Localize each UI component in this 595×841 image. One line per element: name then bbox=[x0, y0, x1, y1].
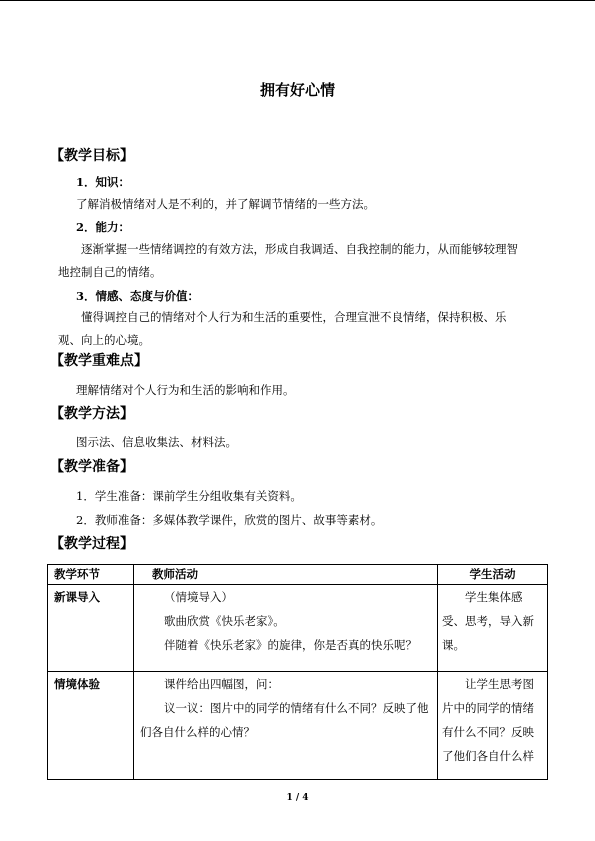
teacher-activity-line: 歌曲欣赏《快乐老家》。 bbox=[164, 614, 285, 628]
table-row bbox=[48, 585, 548, 672]
heading-teaching-methods: 【教学方法】 bbox=[50, 406, 134, 422]
header-stage: 教学环节 bbox=[48, 565, 134, 585]
teacher-activity-cell bbox=[134, 672, 438, 780]
stage-cell: 新课导入 bbox=[48, 585, 134, 672]
teacher-activity-line: 课件给出四幅图，问： bbox=[164, 677, 279, 691]
teacher-activity-line: 议一议：图片中的同学的情绪有什么不同？反映了他们各自什么样的心情？ bbox=[140, 701, 429, 739]
key-points-text: 理解情绪对个人行为和生活的影响和作用。 bbox=[76, 383, 295, 397]
prep-item-students: 1．学生准备：课前学生分组收集有关资料。 bbox=[76, 489, 302, 503]
heading-teaching-process: 【教学过程】 bbox=[50, 536, 134, 552]
student-activity-text: 让学生思考图片中的同学的情绪有什么不同？反映了他们各自什么样 bbox=[442, 677, 534, 763]
heading-teaching-goals: 【教学目标】 bbox=[50, 148, 134, 164]
page-top-rule bbox=[0, 0, 595, 1]
teaching-process-table bbox=[47, 564, 548, 780]
header-teacher-activity: 教师活动 bbox=[134, 565, 438, 585]
goal-ability-text: 逐渐掌握一些情绪调控的有效方法，形成自我调适、自我控制的能力，从而能够较理智地控制自己的情绪。 bbox=[58, 242, 518, 279]
goal-values-text: 懂得调控自己的情绪对个人行为和生活的重要性，合理宣泄不良情绪，保持积极、乐观、向上的心境。 bbox=[58, 310, 507, 347]
methods-text: 图示法、信息收集法、材料法。 bbox=[76, 435, 237, 449]
stage-cell: 情境体验 bbox=[48, 672, 134, 780]
student-activity-text: 学生集体感受、思考，导入新课。 bbox=[442, 590, 534, 652]
page-title: 拥有好心情 bbox=[259, 81, 335, 99]
teacher-activity-cell bbox=[134, 585, 438, 672]
student-activity-cell bbox=[438, 585, 548, 672]
page-number: 1 / 4 bbox=[286, 793, 309, 803]
heading-teaching-prep: 【教学准备】 bbox=[50, 459, 134, 475]
goal-knowledge-label: 1．知识： bbox=[76, 175, 131, 189]
table-header-row bbox=[48, 565, 548, 585]
goal-ability-label: 2．能力： bbox=[76, 220, 131, 234]
heading-key-difficult-points: 【教学重难点】 bbox=[50, 353, 148, 369]
table-row bbox=[48, 672, 548, 780]
student-activity-cell bbox=[438, 672, 548, 780]
goal-knowledge-text: 了解消极情绪对人是不利的，并了解调节情绪的一些方法。 bbox=[76, 197, 375, 211]
teacher-activity-line: （情境导入） bbox=[164, 590, 233, 604]
teacher-activity-line: 伴随着《快乐老家》的旋律，你是否真的快乐呢？ bbox=[164, 638, 417, 652]
prep-item-teacher: 2．教师准备：多媒体教学课件，欣赏的图片、故事等素材。 bbox=[76, 513, 383, 527]
goal-values-label: 3．情感、态度与价值： bbox=[76, 289, 200, 303]
header-student-activity: 学生活动 bbox=[438, 565, 548, 585]
